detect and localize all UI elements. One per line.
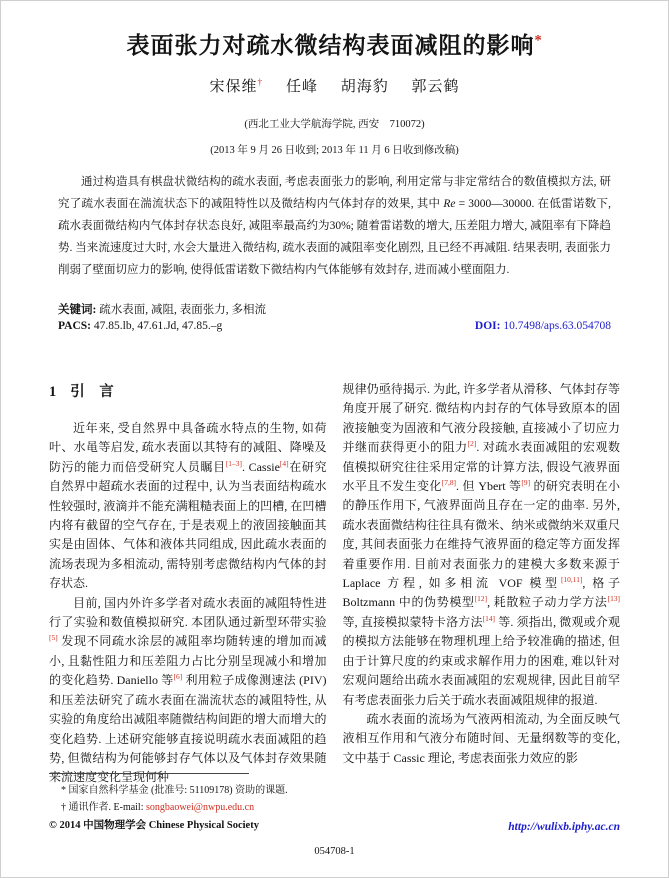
author-1 [210, 75, 264, 96]
body-paragraph-1: 近年来, 受自然界中具备疏水特点的生物, 如荷叶、水黾等启发, 疏水表面以其特有的减阻、降噪及防污的能力而倍受研究人员瞩目[1–3]. Cassie[4]在研究自然界中超疏水表面的过程中, 认为当表面结构疏水性较强时, 液滴并不能充满粗糙表面上的凹槽, 在凹槽内将有截留的空气存在, 于是表观上的液固接触面其实是由固体、气体和液体共同组成, 因此疏水表面的流场表现为多相流动, 需特别考虑微结构内气体的封存状态. [49, 421, 327, 591]
author-2 [286, 75, 318, 96]
body-paragraph-2-continued: 规律仍亟待揭示. 为此, 许多学者从滑移、气体封存等角度开展了研究. 微结构内封存的气体导致原本的固液接触变为固液和气液分段接触, 直接减小了切应力并继而获得更小的阻力[2]. 对疏水表面减阻的宏观数值模拟研究往往采用定常的计算方法, 假设气液界面水平且不发生变化[7,8]. 但 Ybert 等[9] 的研究表明在小的静压作用下, 气液界面尚且存在一定的曲率. 另外, 疏水表面微结构往往具有微米、纳米或微纳米双重尺度, 其间表面张力在维持气液界面的稳定等方面发挥着重要作用. 目前对表面张力的建模大多数来源于 Laplace 方程, 如多相流 VOF 模型[10,11], 格子 Boltzmann 中的伪势模型[12], 耗散粒子动力学方法[13] 等, 直接模拟蒙特卡洛方法[14] 等. 须指出, 微观或介观的模拟方法能够在物理机理上给予较准确的描述, 但由于计算尺度的约束或求解作用力的困难, 难以针对宏观问题给出疏水表面减阻的宏观规律, 因此目前罕有考虑表面张力后关于疏水表面减阻规律的报道. [342, 382, 620, 707]
keywords-text: 疏水表面, 减阻, 表面张力, 多相流 [99, 304, 266, 316]
received-dates: (2013 年 9 月 26 日收到; 2013 年 11 月 6 日收到修改稿) [210, 145, 459, 156]
author-4-name: 郭云鹤 [411, 79, 460, 95]
author-list [1, 75, 668, 96]
doi-label: DOI: [474, 320, 501, 332]
footnote-separator [49, 773, 249, 774]
section-1-number: 1 [49, 384, 57, 400]
page-number: 054708-1 [314, 846, 355, 857]
body-paragraph-2: 目前, 国内外许多学者对疏水表面的减阻特性进行了实验和数值模拟研究. 本团队通过新型环带实验[5] 发现不同疏水涂层的减阻率均随转速的增加而减小, 且黏性阻力和压差阻力占比分别呈现减小和增加的变化趋势. Daniello 等[6] 利用粒子成像测速法 (PIV) 和压差法研究了疏水表面在湍流状态的减阻特性, 从实验的角度给出减阻率随微结构间距的增大而增大的变化趋势. 上述研究能够直接说明疏水表面减阻的趋势, 但微结构为何能够封存气体以及气体封存效果随来流速度变化呈现何种 [49, 595, 327, 785]
author-2-name: 任峰 [285, 79, 318, 95]
affiliation: (西北工业大学航海学院, 西安 710072) [244, 119, 425, 130]
right-column [343, 380, 621, 788]
journal-url-link[interactable]: http://wulixb.iphy.ac.cn [508, 821, 620, 833]
title-asterisk-mark: * [534, 32, 543, 49]
contact-footnote-text: † 通讯作者. E-mail: [61, 802, 146, 813]
corresponding-author-dagger: † [257, 78, 264, 88]
section-1-heading [49, 380, 327, 401]
corresponding-author-footnote [49, 799, 469, 816]
doi-entry [475, 320, 611, 332]
abstract-paragraph: 通过构造具有棋盘状微结构的疏水表面, 考虑表面张力的影响, 利用定常与非定常结合的数值模拟方法, 研究了疏水表面在湍流状态下的减阻特性以及微结构内气体封存的效果, 其中 Re = 3000—30000. 在低雷诺数下, 疏水表面微结构内气体封存状态良好, 减阻率最高约为30%; 随着雷诺数的增大, 压差阻力增大, 减阻率有下降趋势. 当来流速度过大时, 水会大量进入微结构, 疏水表面的减阻率变化剧烈, 且已经不再减阻. 结果表明, 表面张力削弱了壁面切应力的影响, 使得低雷诺数下微结构内气体能够有效封存, 进而减小壁面阻力. [58, 176, 611, 276]
email-link[interactable]: songbaowei@nwpu.edu.cn [146, 802, 255, 813]
funding-footnote: * 国家自然科学基金 (批准号: 51109178) 资助的课题. [61, 785, 288, 796]
keywords-label: 关键词: [58, 304, 97, 316]
author-4 [411, 75, 459, 96]
keywords-line [58, 301, 611, 317]
pacs-codes: 47.85.lb, 47.61.Jd, 47.85.–g [93, 320, 223, 332]
author-3-name: 胡海豹 [340, 79, 389, 95]
author-3 [341, 75, 389, 96]
paper-title [41, 27, 628, 60]
pacs-entry [58, 320, 222, 332]
copyright-line: © 2014 中国物理学会 Chinese Physical Society [49, 820, 259, 831]
section-1-title: 引 言 [70, 384, 114, 400]
pacs-doi-line [58, 320, 611, 332]
footnote-block [49, 773, 469, 834]
paper-title-text: 表面张力对疏水微结构表面减阻的影响 [126, 33, 535, 58]
two-column-body [49, 380, 620, 788]
body-paragraph-3: 疏水表面的流场为气液两相流动, 为全面反映气液相互作用和气液分布随时间、无量纲数等的变化, 文中基于 Cassic 理论, 考虑表面张力效应的影 [342, 711, 620, 765]
doi-link[interactable]: 10.7498/aps.63.054708 [503, 320, 611, 332]
left-column [49, 380, 327, 788]
author-1-name: 宋保维 [209, 79, 258, 95]
pacs-label: PACS: [58, 320, 92, 332]
